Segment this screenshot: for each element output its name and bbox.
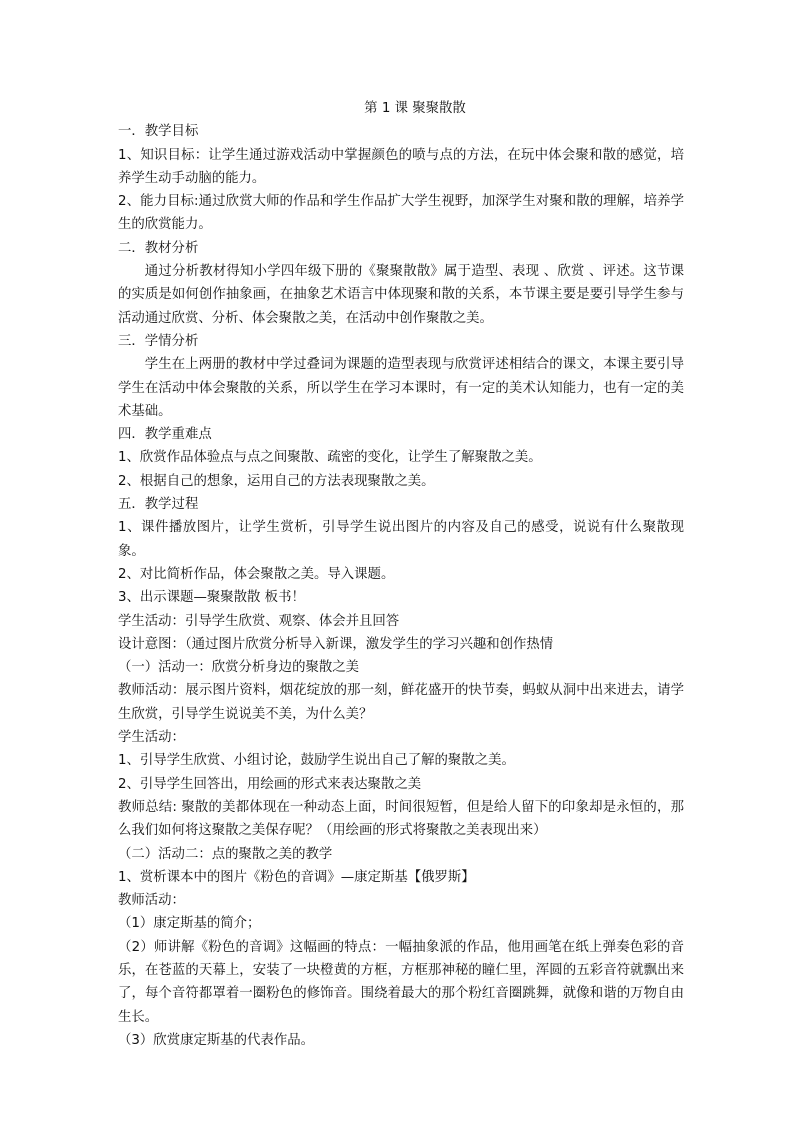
document-body: [118, 97, 684, 1052]
page-title: 第 1 课 聚聚散散: [364, 101, 466, 116]
paragraph: （一）活动一：欣赏分析身边的聚散之美: [118, 660, 360, 676]
paragraph: 2、根据自己的想象，运用自己的方法表现聚散之美。: [118, 473, 435, 489]
paragraph: 2、对比简析作品，体会聚散之美。导入课题。: [118, 566, 395, 582]
paragraph: 2、能力目标:通过欣赏大师的作品和学生作品扩大学生视野，加深学生对聚和散的理解，培养学生的欣赏能力。: [118, 194, 684, 233]
paragraph: 1、知识目标：让学生通过游戏活动中掌握颜色的喷与点的方法，在玩中体会聚和散的感觉，培养学生动手动脑的能力。: [118, 147, 684, 186]
paragraph: 学生活动：引导学生欣赏、观察、体会并且回答: [118, 613, 400, 629]
paragraph: （3）欣赏康定斯基的代表作品。: [118, 1032, 314, 1048]
paragraph: 学生在上两册的教材中学过叠词为课题的造型表现与欣赏评述相结合的课文，本课主要引导学生在活动中体会聚散的关系，所以学生在学习本课时，有一定的美术认知能力，也有一定的美术基础。: [118, 357, 684, 419]
paragraph: 1、引导学生欣赏、小组讨论，鼓励学生说出自己了解的聚散之美。: [118, 753, 515, 769]
paragraph-list: [118, 120, 684, 1052]
paragraph: 3、出示课题—聚聚散散 板书！: [118, 590, 305, 606]
paragraph: （二）活动二：点的聚散之美的教学: [118, 846, 333, 862]
paragraph: 二．教材分析: [118, 240, 199, 256]
paragraph: 四．教学重难点: [118, 427, 212, 443]
paragraph: 1、课件播放图片，让学生赏析，引导学生说出图片的内容及自己的感受，说说有什么聚散现象。: [118, 520, 684, 559]
paragraph: 2、引导学生回答出，用绘画的形式来表达聚散之美: [118, 776, 422, 792]
paragraph: 一．教学目标: [118, 124, 199, 140]
paragraph: 三．学情分析: [118, 333, 199, 349]
paragraph: 1、赏析课本中的图片《粉色的音调》—康定斯基【俄罗斯】: [118, 869, 475, 885]
paragraph: 1、欣赏作品体验点与点之间聚散、疏密的变化，让学生了解聚散之美。: [118, 450, 542, 466]
paragraph: 设计意图：（通过图片欣赏分析导入新课，激发学生的学习兴趣和创作热情: [118, 636, 554, 652]
paragraph: 教师活动：: [118, 893, 185, 909]
paragraph: 学生活动：: [118, 730, 185, 746]
paragraph: （1）康定斯基的简介；: [118, 916, 261, 932]
paragraph: 教师活动：展示图片资料，烟花绽放的那一刻，鲜花盛开的快节奏，蚂蚁从洞中出来进去，请学生欣赏，引导学生说说美不美，为什么美？: [118, 683, 684, 722]
paragraph: 教师总结: 聚散的美都体现在一种动态上面，时间很短暂，但是给人留下的印象却是永恒的，那么我们如何将这聚散之美保存呢？（用绘画的形式将聚散之美表现出来）: [118, 799, 684, 839]
paragraph: （2）师讲解《粉色的音调》这幅画的特点：一幅抽象派的作品，他用画笔在纸上弹奏色彩的音乐，在苍蓝的天幕上，安装了一块橙黄的方框，方框那神秘的瞳仁里，浑圆的五彩音符就飘出来了，每个音符都罩着一圈粉色的修饰音。围绕着最大的那个粉红音圈跳舞，就像和谐的万物自由生长。: [118, 939, 684, 1025]
paragraph: 通过分析教材得知小学四年级下册的《聚聚散散》属于造型、表现 、欣赏 、评述。这节课的实质是如何创作抽象画，在抽象艺术语言中体现聚和散的关系，本节课主要是要引导学生参与活动通过欣赏、分析、体会聚散之美，在活动中创作聚散之美。: [118, 264, 684, 326]
paragraph: 五．教学过程: [118, 497, 199, 513]
